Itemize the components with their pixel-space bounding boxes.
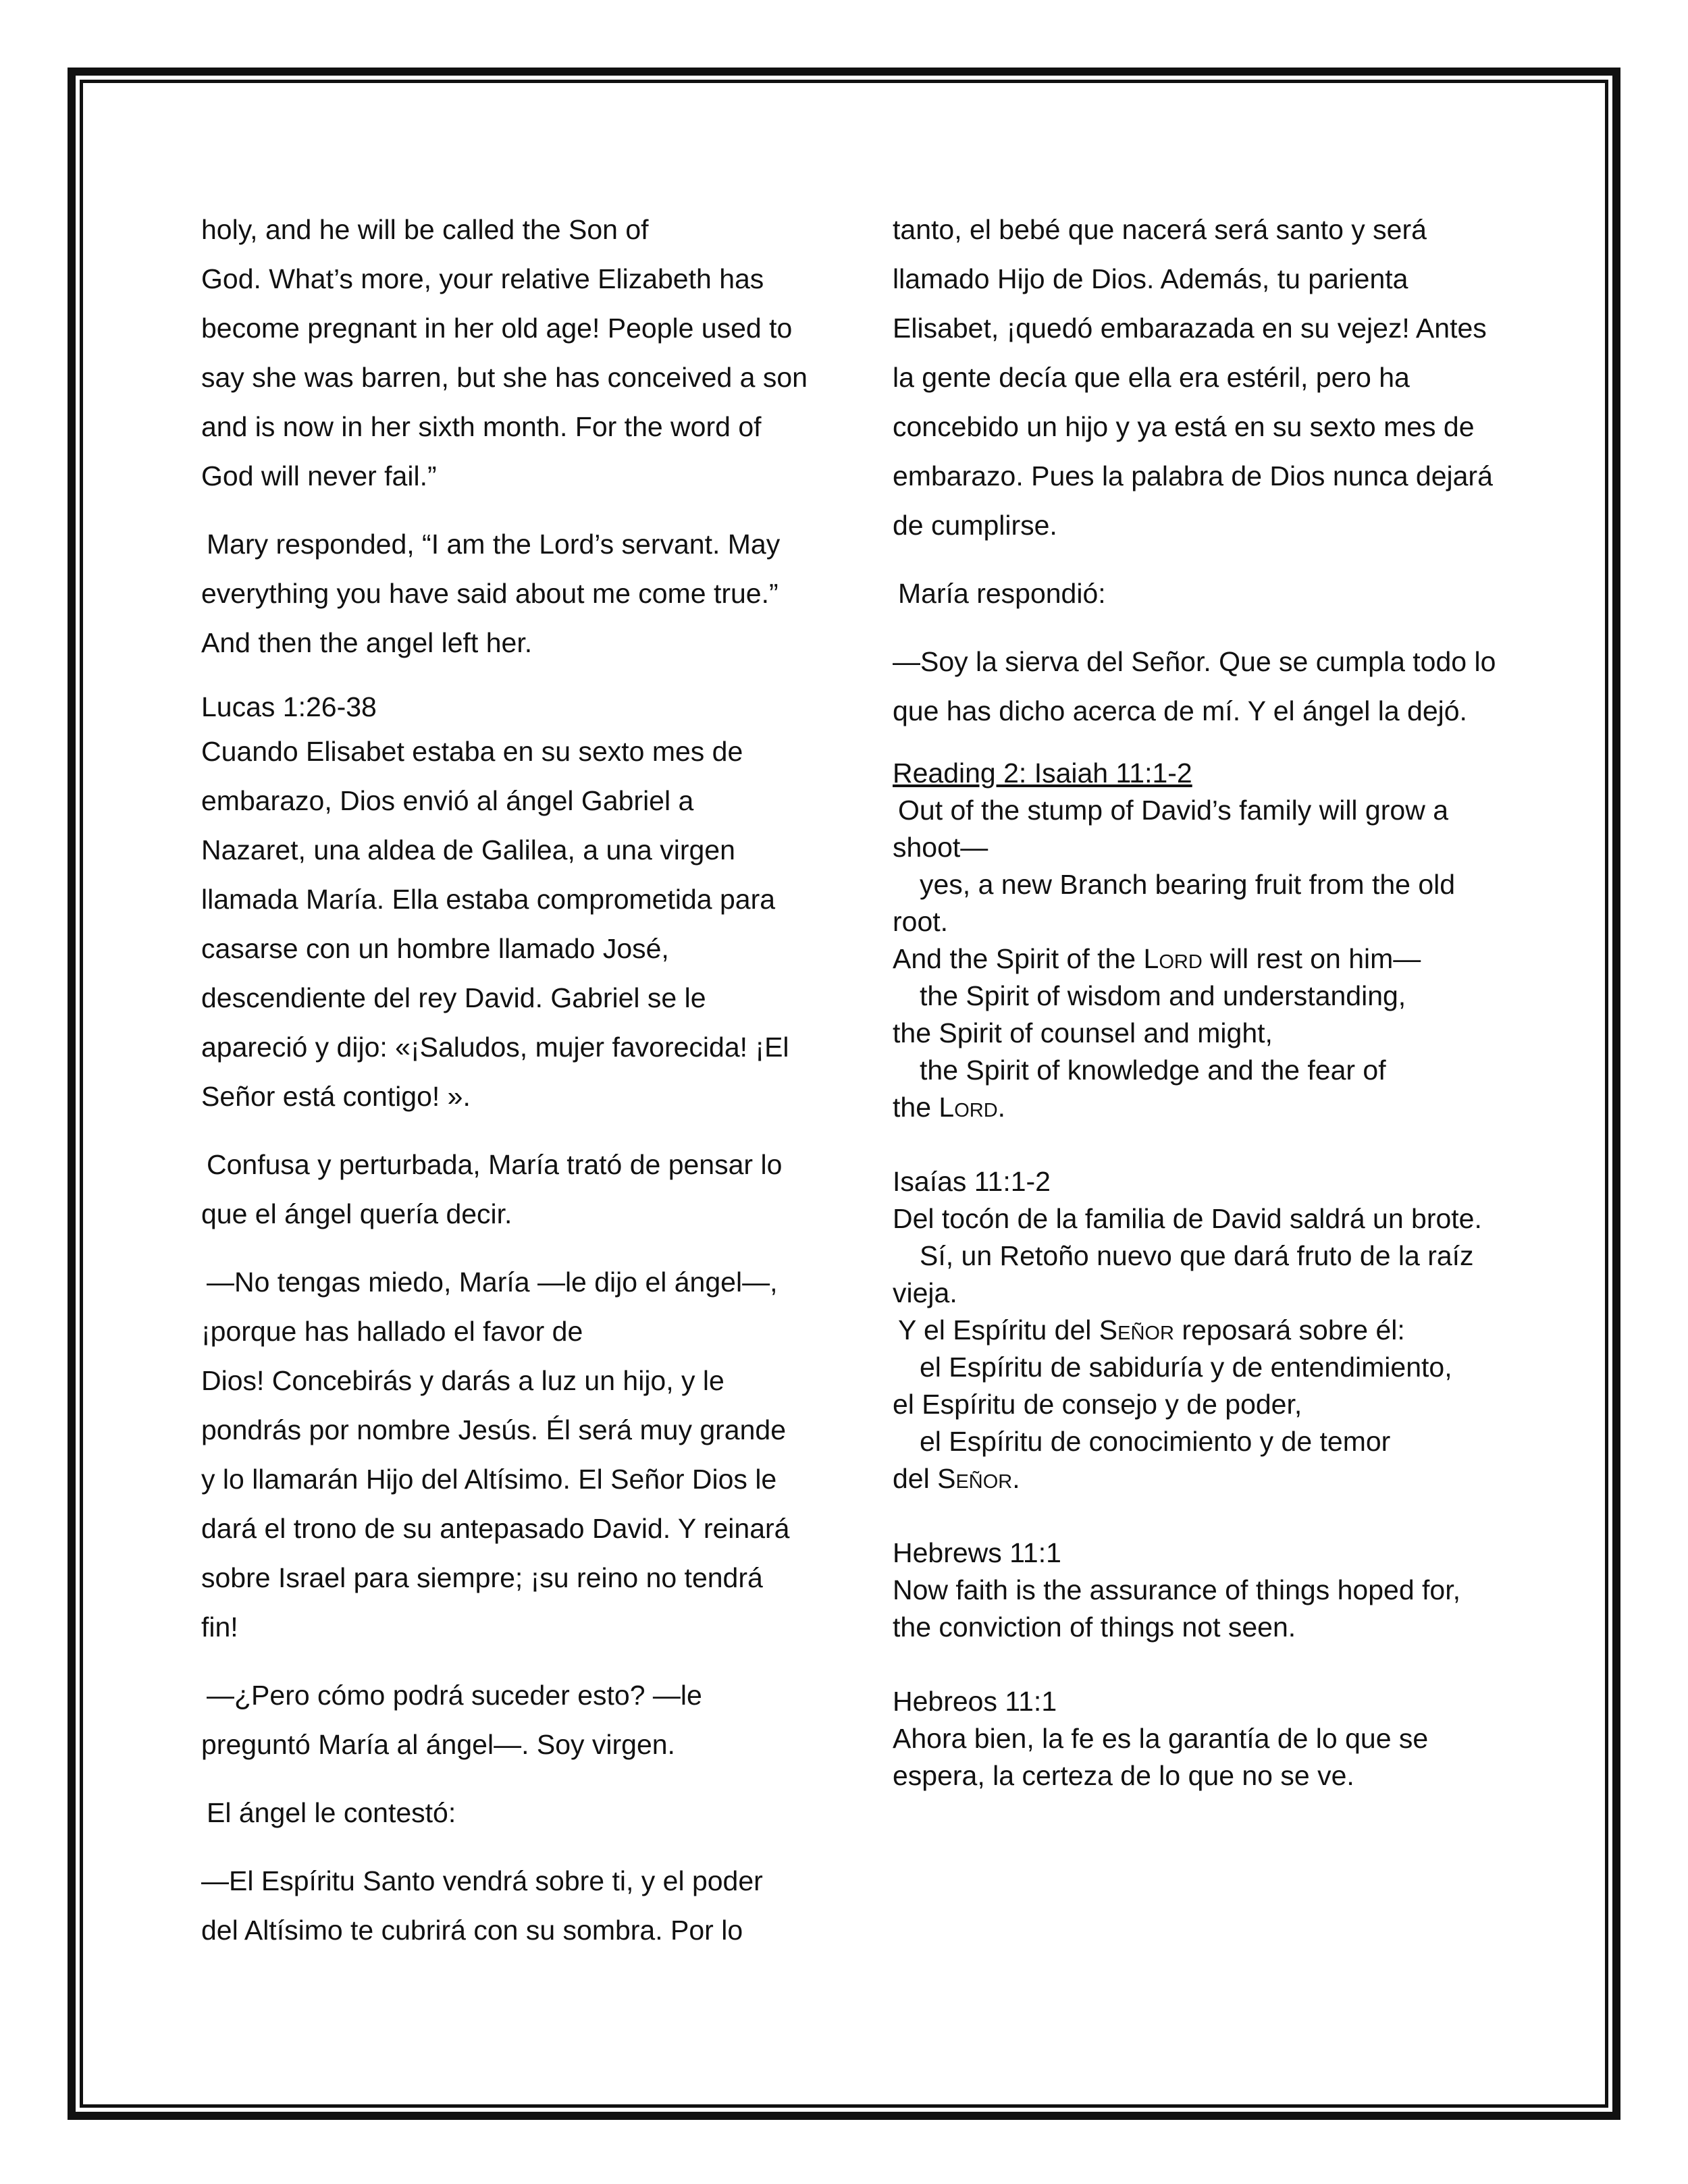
hebrews-text: Now faith is the assurance of things hoped for, the conviction of things not seen. — [893, 1574, 1461, 1643]
lucas-paragraph-1: Cuando Elisabet estaba en su sexto mes de embarazo, Dios envió al ángel Gabriel a Nazaret, una aldea de Galilea, a una virgen llamada María. Ella estaba comprometida para casarse con un hombre llamado José, descendiente del rey David. Gabriel se le apareció y dijo: «¡Saludos, mujer favorecida! ¡El Señor está contigo! ». — [201, 736, 789, 1112]
lucas-paragraph-4: —¿Pero cómo podrá suceder esto? —le preguntó María al ángel—. Soy virgen. — [201, 1680, 702, 1760]
lucas-paragraph-6: —El Espíritu Santo vendrá sobre ti, y el poder del Altísimo te cubrirá con su sombra. Por lo — [201, 1865, 763, 1946]
hebreos-heading: Hebreos 11:1 — [893, 1686, 1057, 1717]
isaiah-english-passage: Out of the stump of David’s family will grow a shoot— yes, a new Branch bearing fruit from the old root. And the Spirit of the Lord will rest on him— the Spirit of wisdom and understanding, the Spirit of counsel and might, the Spirit of knowledge and the fear of the Lord. — [893, 795, 1456, 1123]
lucas-heading: Lucas 1:26-38 — [201, 691, 377, 722]
mary-responded-paragraph: Mary responded, “I am the Lord’s servant. May everything you have said about me come true.” And then the angel left her. — [201, 529, 781, 658]
hebreos-text: Ahora bien, la fe es la garantía de lo que se espera, la certeza de lo que no se ve. — [893, 1723, 1429, 1791]
isaias-heading: Isaías 11:1-2 — [893, 1166, 1051, 1197]
isaias-spanish-passage: Del tocón de la familia de David saldrá un brote. Sí, un Retoño nuevo que dará fruto de la raíz vieja. Y el Espíritu del Señor reposará sobre él: el Espíritu de sabiduría y de entendimiento, el Espíritu de consejo y de poder, el Espíritu de conocimiento y de temor del Señor. — [893, 1203, 1482, 1494]
reading-2-heading: Reading 2: Isaiah 11:1-2 — [893, 757, 1192, 789]
lucas-paragraph-6-continued: tanto, el bebé que nacerá será santo y será llamado Hijo de Dios. Además, tu parienta Elisabet, ¡quedó embarazada en su vejez! Antes la gente decía que ella era estéril, pero ha concebido un hijo y ya está en su sexto mes de embarazo. Pues la palabra de Dios nunca dejará de cumplirse. — [893, 214, 1493, 541]
maria-respondio: María respondió: — [898, 578, 1106, 609]
lucas-paragraph-2: Confusa y perturbada, María trató de pensar lo que el ángel quería decir. — [201, 1149, 783, 1229]
lucas-paragraph-5: El ángel le contestó: — [207, 1797, 456, 1828]
left-column — [201, 205, 829, 1955]
lucas-paragraph-3: —No tengas miedo, María —le dijo el ángel—, ¡porque has hallado el favor de Dios! Concebirás y darás a luz un hijo, y le pondrás por nombre Jesús. Él será muy grande y lo llamarán Hijo del Altísimo. El Señor Dios le dará el trono de su antepasado David. Y reinará sobre Israel para siempre; ¡su reino no tendrá fin! — [201, 1267, 790, 1643]
hebrews-heading: Hebrews 11:1 — [893, 1537, 1061, 1568]
right-column — [893, 205, 1527, 1794]
luke-english-ending: holy, and he will be called the Son of God. What’s more, your relative Elizabeth has become pregnant in her old age! People used to say she was barren, but she has conceived a son and is now in her sixth month. For the word of God will never fail.” — [201, 214, 808, 491]
soy-la-sierva-paragraph: —Soy la sierva del Señor. Que se cumpla todo lo que has dicho acerca de mí. Y el ángel la dejó. — [893, 646, 1496, 726]
